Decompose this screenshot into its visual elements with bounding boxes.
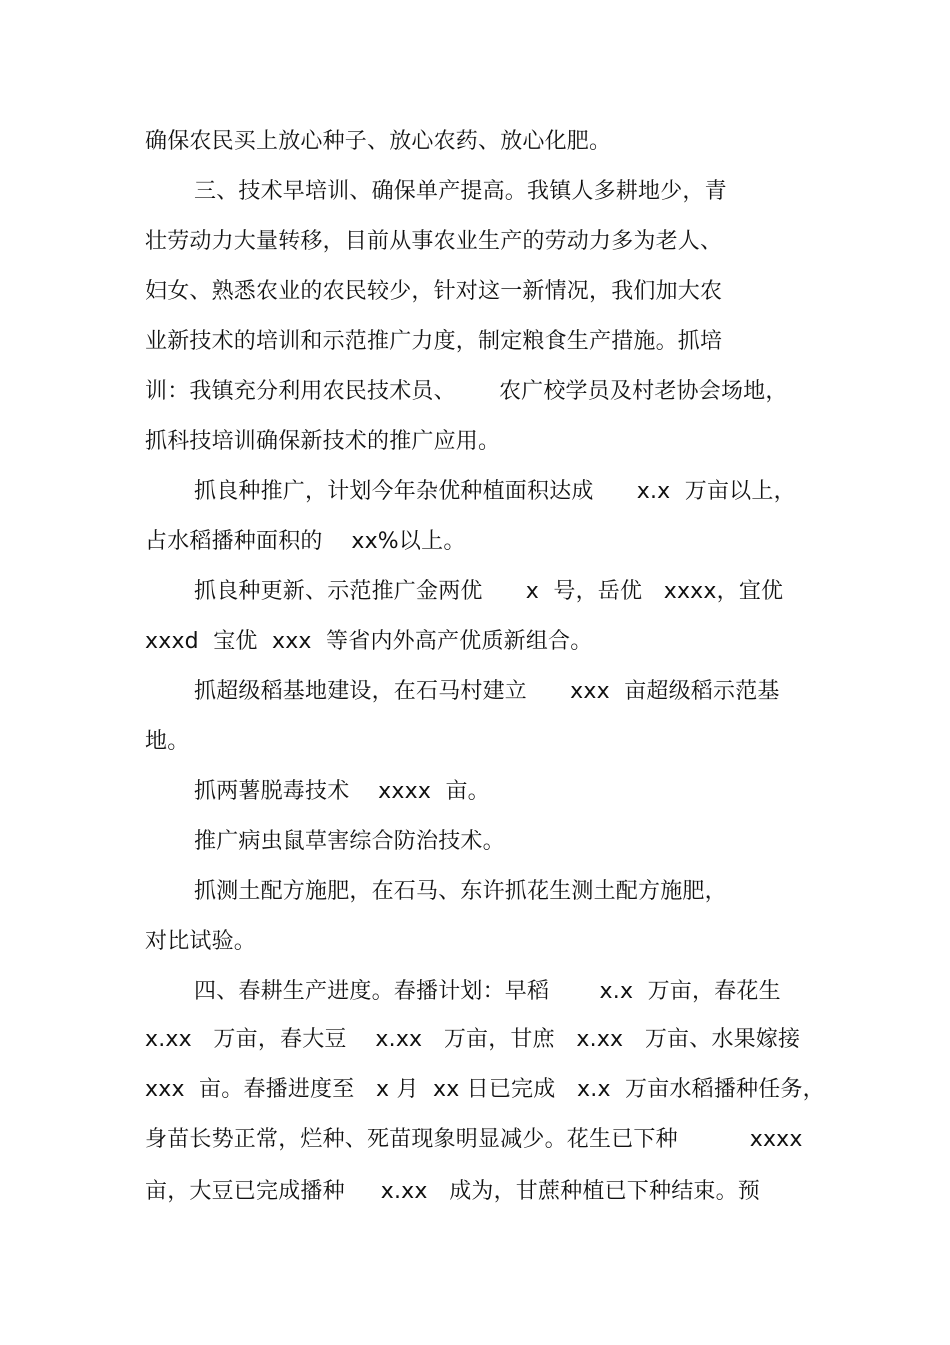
text-line: 身苗长势正常，烂种、死苗现象明显减少。花生已下种 xxxx	[145, 1127, 803, 1152]
text-line: 抓科技培训确保新技术的推广应用。	[145, 429, 501, 454]
text-line: 抓两薯脱毒技术 xxxx 亩。	[194, 779, 490, 804]
text-line: 抓良种推广，计划今年杂优种植面积达成 x.x 万亩以上，	[194, 479, 796, 504]
text-line: 四、春耕生产进度。春播计划：早稻 x.x 万亩，春花生	[194, 979, 781, 1004]
text-line: 抓良种更新、示范推广金两优 x 号，岳优 xxxx，宜优	[194, 579, 784, 604]
text-line: x.xx 万亩，春大豆 x.xx 万亩，甘庶 x.xx 万亩、水果嫁接	[145, 1027, 801, 1052]
text-line: 业新技术的培训和示范推广力度，制定粮食生产措施。抓培	[145, 329, 723, 354]
text-line: 训：我镇充分利用农民技术员、 农广校学员及村老协会场地，	[145, 379, 788, 404]
text-line: 占水稻播种面积的 xx%以上。	[145, 529, 466, 554]
text-line: 确保农民买上放心种子、放心农药、放心化肥。	[145, 129, 612, 154]
text-line: xxx 亩。春播进度至 x 月 xx 日已完成 x.x 万亩水稻播种任务，	[145, 1077, 825, 1102]
text-line: 三、技术早培训、确保单产提高。我镇人多耕地少，青	[194, 179, 727, 204]
text-line: 地。	[145, 729, 190, 754]
text-line: 妇女、熟悉农业的农民较少，针对这一新情况，我们加大农	[145, 279, 723, 304]
text-line: 壮劳动力大量转移，目前从事农业生产的劳动力多为老人、	[145, 229, 723, 254]
text-line: 抓超级稻基地建设，在石马村建立 xxx 亩超级稻示范基	[194, 679, 780, 704]
text-line: xxxd 宝优 xxx 等省内外高产优质新组合。	[145, 629, 593, 654]
text-line: 推广病虫鼠草害综合防治技术。	[194, 829, 505, 854]
text-line: 抓测土配方施肥，在石马、东许抓花生测土配方施肥，	[194, 879, 727, 904]
text-line: 对比试验。	[145, 929, 257, 954]
text-line: 亩，大豆已完成播种 x.xx 成为，甘蔗种植已下种结束。预	[145, 1179, 760, 1204]
